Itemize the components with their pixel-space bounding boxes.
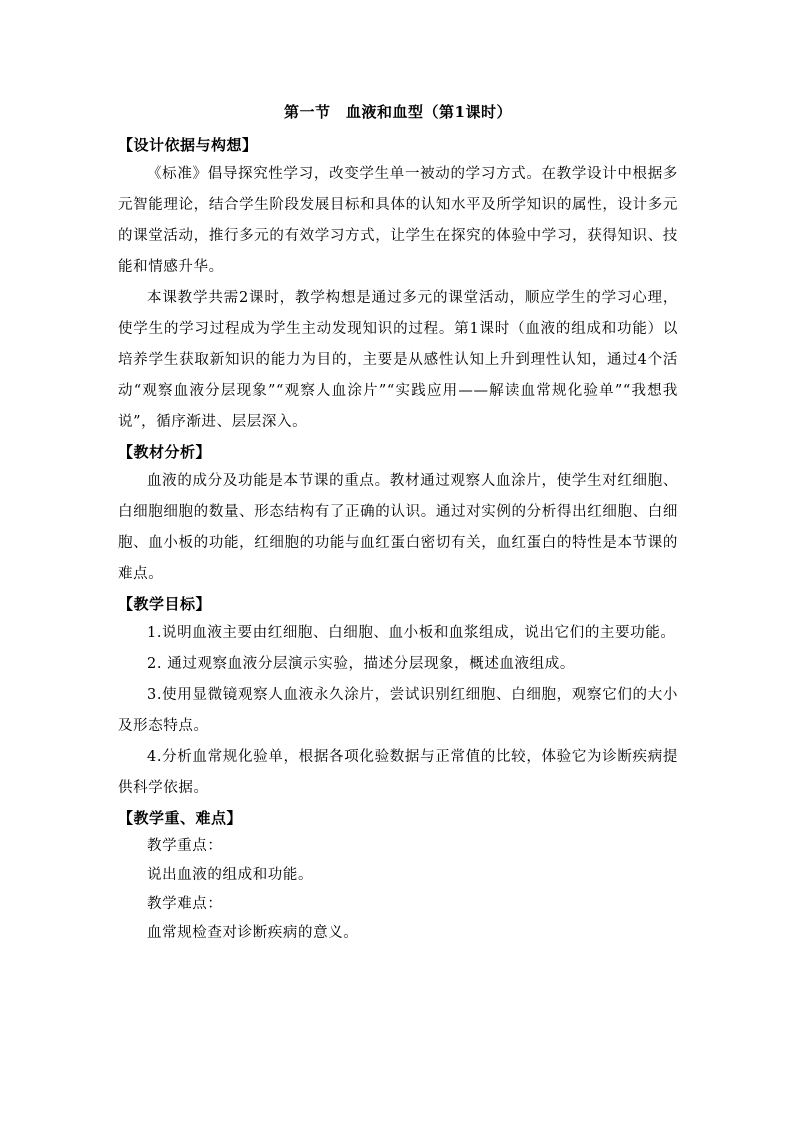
section-heading-teaching-goals: 【教学目标】: [118, 595, 212, 613]
section-heading-textbook-analysis: 【教材分析】: [118, 443, 212, 461]
goal-item: 2. 通过观察血液分层演示实验，描述分层现象，概述血液组成。: [147, 656, 575, 672]
section-heading-design-basis: 【设计依据与构想】: [118, 136, 258, 154]
key-point-label: 教学重点：: [147, 838, 223, 854]
difficulty-label: 教学难点：: [147, 896, 223, 912]
paragraph: 本课教学共需2课时，教学构想是通过多元的课堂活动，顺应学生的学习心理，使学生的学习过程成为学生主动发现知识的过程。第1课时（血液的组成和功能）以培养学生获取新知识的能力为目的，主要是从感性认知上升到理性认知，通过4个活动“观察血液分层现象”“观察人血涂片”“实践应用——解读血常规化验单”“我想我说”，循序渐进、层层深入。: [118, 290, 678, 430]
section-heading-key-points: 【教学重、难点】: [118, 809, 243, 827]
key-point-text: 说出血液的组成和功能。: [147, 867, 314, 883]
page-title: 第一节 血液和血型（第1课时）: [284, 103, 512, 121]
goal-item: 4.分析血常规化验单，根据各项化验数据与正常值的比较，体验它为诊断疾病提供科学依据。: [118, 749, 678, 796]
section-design-basis: [118, 131, 678, 438]
section-key-points: [118, 804, 678, 948]
paragraph: 《标准》倡导探究性学习，改变学生单一被动的学习方式。在教学设计中根据多元智能理论，结合学生阶段发展目标和具体的认知水平及所学知识的属性，设计多元的课堂活动，推行多元的有效学习方式，让学生在探究的体验中学习，获得知识、技能和情感升华。: [118, 166, 678, 275]
goal-item: 1.说明血液主要由红细胞、白细胞、血小板和血浆组成，说出它们的主要功能。: [147, 625, 676, 641]
goal-item: 3.使用显微镜观察人血液永久涂片，尝试识别红细胞、白细胞，观察它们的大小及形态特点。: [118, 687, 678, 734]
difficulty-text: 血常规检查对诊断疾病的意义。: [147, 925, 359, 941]
section-textbook-analysis: [118, 438, 678, 590]
section-teaching-goals: [118, 590, 678, 804]
document-body: [118, 99, 678, 948]
paragraph: 血液的成分及功能是本节课的重点。教材通过观察人血涂片，使学生对红细胞、白细胞细胞的数量、形态结构有了正确的认识。通过对实例的分析得出红细胞、白细胞、血小板的功能，红细胞的功能与血红蛋白密切有关，血红蛋白的特性是本节课的难点。: [118, 473, 678, 582]
